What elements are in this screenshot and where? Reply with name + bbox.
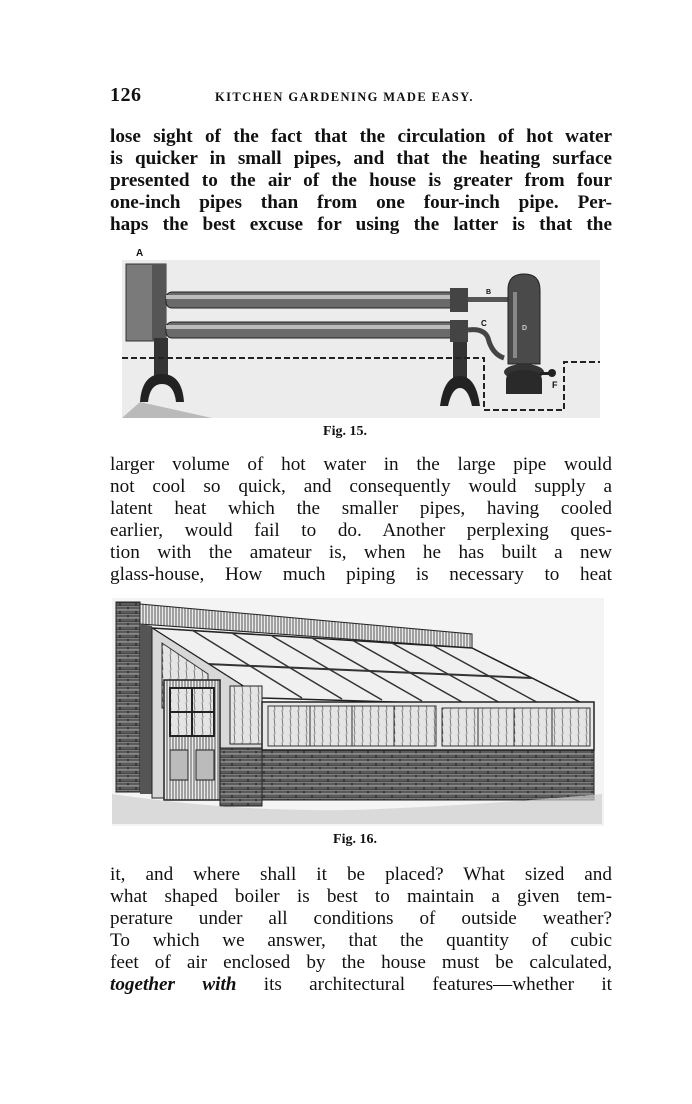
text-line: one-inch pipes than from one four-inch pipe. Per- xyxy=(110,192,612,213)
running-head xyxy=(110,84,610,108)
figure-16-illustration xyxy=(112,598,604,826)
paragraph-1 xyxy=(110,126,612,236)
text-line: earlier, would fail to do. Another perplexing ques- xyxy=(110,520,612,541)
paragraph-3 xyxy=(110,864,612,996)
text-line: glass-house, How much piping is necessary to heat xyxy=(110,564,612,585)
page-number: 126 xyxy=(110,84,142,106)
lean-to-greenhouse-drawing xyxy=(112,598,604,826)
italic-phrase: together with xyxy=(110,974,237,995)
pipes-boiler-drawing xyxy=(112,242,602,420)
text-line-last xyxy=(110,974,612,996)
text-line: lose sight of the fact that the circulation of hot water xyxy=(110,126,612,147)
label-c: C xyxy=(481,319,487,328)
text-line: is quicker in small pipes, and that the heating surface xyxy=(110,148,612,169)
text-line: it, and where shall it be placed? What sized and xyxy=(110,864,612,885)
label-f: F xyxy=(552,380,558,390)
text-line: tion with the amateur is, when he has built a new xyxy=(110,542,612,563)
text-line-rest: its architectural features—whether it xyxy=(236,974,612,995)
text-line: To which we answer, that the quantity of cubic xyxy=(110,930,612,951)
text-line: haps the best excuse for using the latter is that the xyxy=(110,214,612,235)
text-line: feet of air enclosed by the house must be calculated, xyxy=(110,952,612,973)
text-line: perature under all conditions of outside weather? xyxy=(110,908,612,929)
text-line: what shaped boiler is best to maintain a given tem- xyxy=(110,886,612,907)
running-title: KITCHEN GARDENING MADE EASY. xyxy=(215,90,474,104)
text-line: presented to the air of the house is greater from four xyxy=(110,170,612,191)
paragraph-2 xyxy=(110,454,612,586)
figure-15-illustration xyxy=(112,242,602,420)
figure-15-caption: Fig. 15. xyxy=(323,424,367,439)
text-line: latent heat which the smaller pipes, having cooled xyxy=(110,498,612,519)
label-d: D xyxy=(522,325,528,332)
figure-16-caption: Fig. 16. xyxy=(333,832,377,847)
text-line: larger volume of hot water in the large pipe would xyxy=(110,454,612,475)
label-b: B xyxy=(486,289,492,296)
label-a: A xyxy=(136,248,144,259)
text-line: not cool so quick, and consequently would supply a xyxy=(110,476,612,497)
